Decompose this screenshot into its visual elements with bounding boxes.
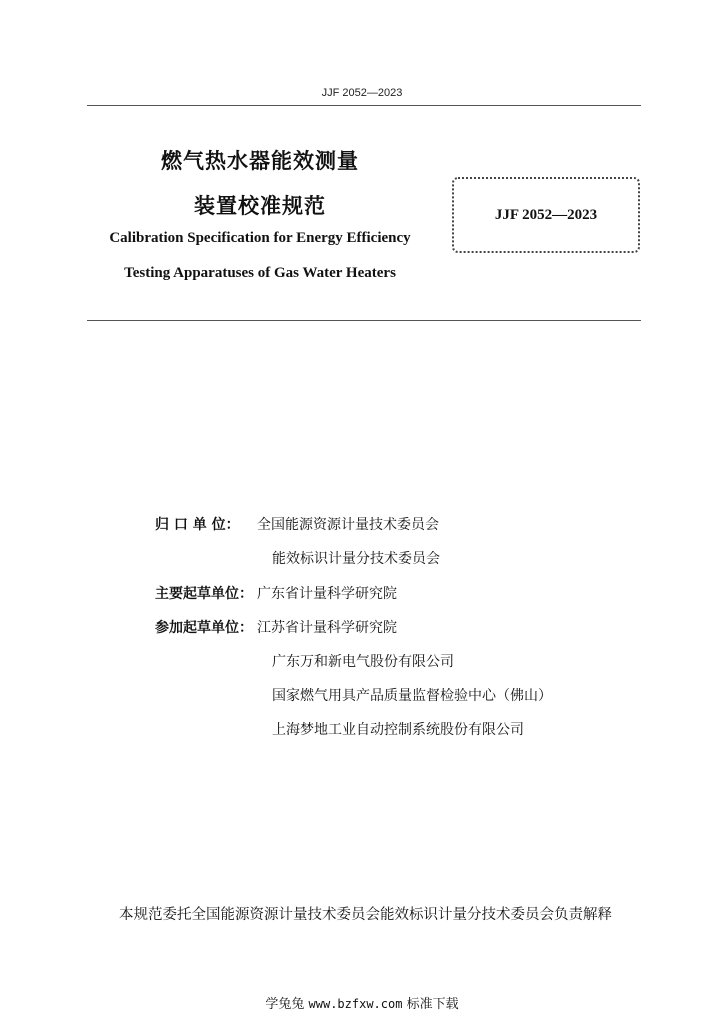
watermark-suffix: 标准下载 <box>406 997 459 1012</box>
participants-row <box>155 618 397 638</box>
title-cn-line1: 燃气热水器能效测量 <box>161 149 359 173</box>
spec-code: JJF 2052—2023 <box>494 206 598 223</box>
responsible-org-row <box>155 515 439 535</box>
title-en-line1: Calibration Specification for Energy Efficiency <box>109 230 411 246</box>
responsible-label: 归 口 单 位： <box>155 517 240 533</box>
main-drafter-row <box>155 584 397 604</box>
responsible-org-1: 全国能源资源计量技术委员会 <box>257 517 439 533</box>
watermark <box>0 993 724 1012</box>
participant-org-2: 广东万和新电气股份有限公司 <box>272 654 454 670</box>
participant-org-3: 国家燃气用具产品质量监督检验中心（佛山） <box>272 688 552 704</box>
title-cn-line2: 装置校准规范 <box>194 194 326 218</box>
title-en-line2: Testing Apparatuses of Gas Water Heaters <box>124 265 396 281</box>
spec-code-box <box>452 177 640 253</box>
watermark-prefix: 学兔兔 <box>265 997 305 1012</box>
middle-rule <box>87 320 641 321</box>
participant-org-1: 江苏省计量科学研究院 <box>257 620 397 636</box>
participant-org-4: 上海梦地工业自动控制系统股份有限公司 <box>272 722 524 738</box>
footnote: 本规范委托全国能源资源计量技术委员会能效标识计量分技术委员会负责解释 <box>119 907 612 923</box>
header-code: JJF 2052—2023 <box>321 87 403 99</box>
responsible-org-2: 能效标识计量分技术委员会 <box>272 551 440 567</box>
watermark-url: www.bzfxw.com <box>308 997 403 1011</box>
participants-label: 参加起草单位： <box>155 620 253 636</box>
main-drafter-org: 广东省计量科学研究院 <box>257 586 397 602</box>
top-rule <box>87 105 641 106</box>
main-drafter-label: 主要起草单位： <box>155 586 253 602</box>
